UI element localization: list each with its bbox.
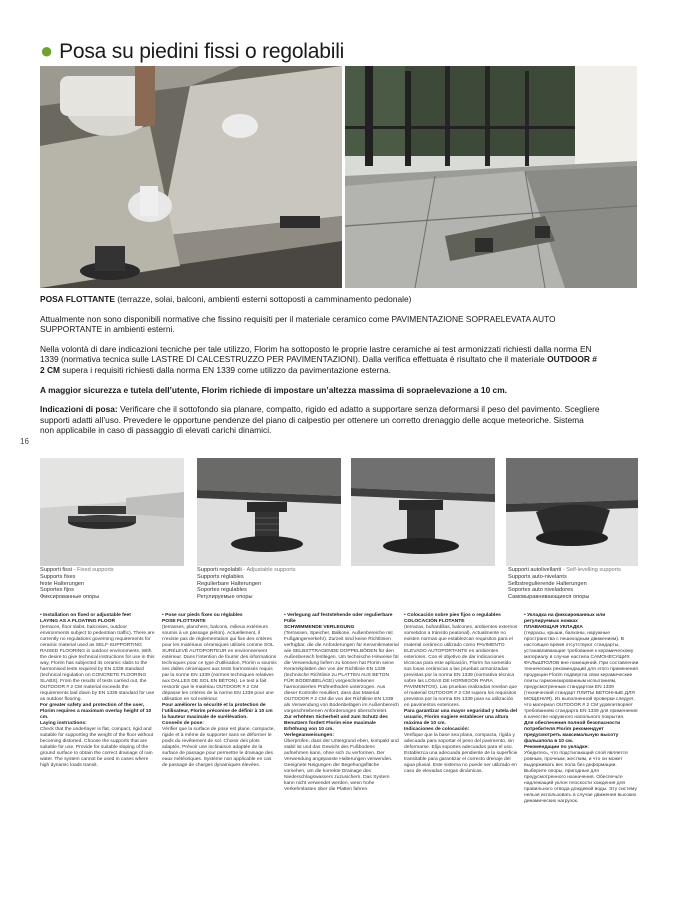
- column-russian: [524, 613, 639, 805]
- intro-paragraph-3: A maggior sicurezza e tutela dell’utente, Florim richiede di impostare un’altezza massima di sopraelevazione a 10 cm.: [40, 384, 507, 395]
- support-label-it: Supporti autolivellanti: [508, 567, 562, 573]
- column-german: [284, 613, 399, 793]
- column-laying-body: Verifique que la base sea plana, compacta, rígida y adecuada para soportar el peso del pavimento, sin deformarse. Elija soportes adecuados para el uso. Establezca una adecuada pendiente de la superficie transitable para garantizar el correcto drenaje del agua pluvial. Este sistema no puede ser utilizado en caso de elevadas cargas dinámicas.: [404, 733, 518, 774]
- column-body: (Terrassen, Speicher, Balkone, Außenbereiche mit Fußgängerverkehr). Zurzeit sind keine Richtlinien verfügbar, die die Anforderungen für Keramikmaterial wie SELBSTTRAGENDE DOPPELBÖDEN für den Außenbereich festlegen. Um technische Hinweise für die Verwendung liefern zu können hat Florim seine Keramikplatten den von der Richtlinie EN 1339 (technische Richtlinie zu PLATTEN AUS BETON FÜR BODENBELÄGE) vorgeschriebenen harmonisierten Prüfmethoden unterzogen. Aus dieser Kontrolle resultiert, dass das Material OUTDOOR # 2 CM die von der Richtlinie EN 1339 als Verwendung von Bodenbelägen im Außenbereich vorgeschriebenen Anforderungen überschreitet.: [284, 631, 400, 714]
- column-safety-note: Para garantizar una mayor seguridad y tutela del usuario, Florim sugiere establecer una altura máxima de 10 cm.: [404, 709, 518, 726]
- column-laying-body: Check that the underlayer is flat, compact, rigid and suitable for supporting the weight of the floor without becoming distorted. Choose the supports that are suitable for use. Provide for suitable sloping of the ground surface to obtain the correct drainage of rain water. The system cannot be used in cases where high dynamic loads transit.: [40, 727, 154, 768]
- column-laying-body: Überprüfen, dass der Untergrund eben, kompakt und stabil ist und das Gewicht des Fußbodens aufnehmen kann, ohne sich zu verformen. Der Verwendung angepasste Halterungen verwenden. Geeignete Neigungen der Begehungsfläche vorsehen, um die korrekte Drainage des Niederschlagswassers zuzusichern. Das System kann nicht verwendet werden, wenn hohe Verkehrslasten über die Platten fahren.: [284, 739, 399, 792]
- second-adjustable-support-photo: [351, 458, 495, 566]
- column-title: • Pose sur pieds fixes ou réglables: [162, 613, 243, 618]
- intro-p2-a: Nella volontà di dare indicazioni tecniche per tale utilizzo, Florim ha sottoposto le proprie lastre ceramiche ai test armonizzati richiesti dalla norma EN 1339 (normativa tecnica sulle LASTRE DI CALCESTRUZZO PER PAVIMENTAZIONI). Dalla verifica effettuata è risultato che il materiale: [40, 343, 592, 365]
- page-title-text: Posa su piedini fissi o regolabili: [59, 40, 345, 63]
- support-label-de: Selbstregulierende Halterungen: [508, 580, 587, 587]
- green-bullet-icon: ●: [40, 38, 54, 63]
- intro-p2-b: supera i requisiti richiesti dalla norma EN 1339 come utilizzo da pavimentazione esterna.: [60, 364, 391, 375]
- column-subtitle: LAYING AS A FLOATING FLOOR: [40, 619, 115, 624]
- adjustable-support-photo: [197, 458, 341, 566]
- column-title: • Colocación sobre pies fijos o regulables: [404, 613, 501, 618]
- column-safety-note: Для обеспечения полной безопасности потребителя Florim рекомендует предусмотреть максимальную высоту фальшпола в 10 см.: [524, 721, 621, 744]
- intro-p2-bold: OUTDOOR # 2 CM: [40, 354, 597, 375]
- column-subtitle: ПЛАВАЮЩАЯ УКЛАДКА: [524, 625, 583, 630]
- support-caption-title: [40, 567, 190, 574]
- support-label-en: - Self-levelling supports: [561, 567, 621, 573]
- support-label-ru: Регулируемые опоры: [197, 594, 253, 601]
- intro-paragraph-2: [40, 344, 600, 376]
- self-levelling-support-photo: [506, 458, 638, 566]
- column-laying-heading: Verlegeanweisungen:: [284, 733, 335, 738]
- column-laying-heading: Laying instructions:: [40, 721, 87, 726]
- support-label-it: Supporti regolabili: [197, 567, 242, 573]
- column-laying-heading: Indicaciones de colocación:: [404, 727, 470, 732]
- support-label-ru: Самовыравнивающиеся опоры: [508, 594, 590, 601]
- support-caption-adjustable: [197, 567, 347, 601]
- support-label-de: feste Halterungen: [40, 580, 85, 587]
- page-title: [40, 38, 344, 64]
- column-body: (террасы, крыши, балконы, наружные пространства с пешеходным движением). В настоящее время отсутствуют стандарты, устанавливающие требования к керамическому материалу в случае настила САМОНЕСУЩИХ ФАЛЬШПОЛОВ вне помещений. При составлении технических рекомендаций для этого применения продукции Florim подвергла свои керамические плиты гармонизированным испытаниям, предусмотренным стандартом EN 1339 (технический стандарт ПЛИТЫ БЕТОННЫЕ ДЛЯ МОЩЕНИЯ). Из выполненной проверки следует, что материал OUTDOOR # 2 CM удовлетворяет требованиям стандарта EN 1339 для применения в качестве наружного напольного покрытия.: [524, 631, 639, 720]
- column-laying-body: Убедитесь, что подстилающий слой является ровным, прочным, жестким, и что он может выдерживать вес пола без деформации. Выберите опоры, пригодные для предусмотренного назначения. Обеспечьте надлежащий уклон плоскости хождения для правильного отвода дождевой воды. Эту систему нельзя использовать в случае движения высоких динамических нагрузок.: [524, 751, 637, 804]
- terrace-photo: [345, 66, 637, 288]
- intro-heading-rest: (terrazze, solai, balconi, ambienti esterni sottoposti a camminamento pedonale): [114, 294, 412, 304]
- fixed-support-photo: [40, 458, 184, 566]
- column-title: • Installation on fixed or adjustable feet: [40, 613, 131, 618]
- intro-p4-rest: Verificare che il sottofondo sia planare, compatto, rigido ed adatto a supportare senza deformarsi il peso del pavimento. Scegliere supporti adatti all’uso. Prevedere le opportune pendenze del piano di calpestio per ottenere un corretto drenaggio delle acque meteoriche. Sistema non applicabile in caso di passaggio di elevati carichi dinamici.: [40, 404, 600, 436]
- support-caption-fixed: [40, 567, 190, 601]
- support-label-it: Supporti fissi: [40, 567, 73, 573]
- column-subtitle: COLOCACIÓN FLOTANTE: [404, 619, 465, 624]
- column-safety-note: Pour améliorer la sécurité et la protection de l’utilisateur, Florim préconise de définir à 10 cm la hauteur maximale de surélévation.: [162, 703, 273, 720]
- support-label-fr: Supports fixes: [40, 573, 76, 580]
- support-label-en: - Adjustable supports: [241, 567, 296, 573]
- column-safety-note: Zur erhöhten Sicherheit und zum Schutz des Benutzers fordert Florim eine maximale Erhöhung von 10 cm.: [284, 715, 388, 732]
- column-english: [40, 613, 155, 769]
- column-title: • Verlegung auf feststehende oder regulierbare Füße: [284, 613, 393, 624]
- column-spanish: [404, 613, 519, 775]
- column-title: • Укладка на фиксированных или регулируемых ножках: [524, 613, 606, 624]
- support-label-es: Soportes auto niveladores: [508, 587, 573, 594]
- intro-paragraph-4: [40, 404, 600, 436]
- intro-paragraph-1: Attualmente non sono disponibili normative che fissino requisiti per il materiale ceramico come PAVIMENTAZIONE SOPRAELEVATA AUTO SUPPORTANTE in ambienti esterni.: [40, 313, 556, 335]
- support-label-ru: Фиксированные опоры: [40, 594, 100, 601]
- support-label-es: Soportes fijos: [40, 587, 74, 594]
- column-laying-heading: Conseils de pose:: [162, 721, 204, 726]
- support-caption-self-levelling: [508, 567, 638, 601]
- support-label-es: Soportes regulables: [197, 587, 247, 594]
- column-body: (terrazas, buhardillas, balcones, ambientes externos sometidos a tránsito peatonal). Actualmente no existen normas que establezcan requisitos para el material cerámico utilizado como PAVIMENTO ELEVADO AUTOPORTANTE en ambientes exteriores. Con el objetivo de dar indicaciones técnicas para este aplicación, Florim ha sometido sus losas cerámicas a las pruebas armonizadas previstas por la norma EN 1339 (normativa técnica sobre las LOSAS DE HORMIGÓN PARA PAVIMENTOS). Las pruebas realizadas revelan que el material OUTDOOR # 2 CM supera los requisitos previstos por la norma EN 1339 para su utilización en pavimentos exteriores.: [404, 625, 518, 708]
- column-laying-body: Vérifier que la surface de pose est plane, compacte, rigide et à même de supporter sans se déformer le poids du revêtement de sol. Choisir des plots adaptés. Prévoir une inclinaison adaptée de la surface de passage pour permettre le drainage des eaux météoriques. Système non applicable en cas de passage de charges dynamiques élevées.: [162, 727, 275, 768]
- column-body: (terraces, floor slabs, balconies, outdoor environments subject to pedestrian traffic). There are currently no regulations governing requirements for ceramic material used as SELF-SUPPORTING RAISED FLOORING in outdoor environments. With the desire to give technical instructions for use in this way, Florim has subjected its ceramic slabs to the harmonised tests required by EN 1339 standard (technical regulation on CONCRETE FLOORING SLABS). From the results of tests carried out, the OUTDOOR # 2 CM material exceeds the requirements laid down by EN 1339 standard for use as outdoor flooring.: [40, 625, 155, 702]
- intro-heading: [40, 294, 600, 305]
- support-label-en: - Fixed supports: [72, 567, 114, 573]
- intro-heading-bold: POSA FLOTTANTE: [40, 294, 115, 304]
- installation-photo: [40, 66, 342, 288]
- column-laying-heading: Рекомендации по укладке:: [524, 745, 589, 750]
- column-subtitle: POSE FLOTTANTE: [162, 619, 206, 624]
- page-number: 16: [20, 437, 29, 446]
- intro-p4-bold: Indicazioni di posa:: [40, 404, 118, 415]
- intro-text: [40, 294, 600, 445]
- support-label-de: Regulierbare Halterungen: [197, 580, 262, 587]
- support-label-fr: Supports auto-nivelants: [508, 573, 567, 580]
- column-safety-note: For greater safety and protection of the user, Florim requires a maximum overlay height of 10 cm.: [40, 703, 152, 720]
- column-subtitle: SCHWIMMENDE VERLEGUNG: [284, 625, 355, 630]
- support-caption-title: [197, 567, 347, 574]
- support-caption-title: [508, 567, 638, 574]
- support-label-fr: Supports réglables: [197, 573, 244, 580]
- column-body: (terrasses, planchers, balcons, milieux extérieurs soumis à un passage piéton). Actuellement, il n’existe pas de réglementation qui fixe des critères pour les matériaux céramiques utilisés comme SOL SURÉLEVÉ AUTOPORTEUR en environnement extérieur. Dans l’intention de fournir des informations techniques pour ce type d’utilisation, Florim a soumis ses dalles céramiques aux tests harmonisés requis par la norme EN 1339 (normes techniques relatives aux DALLES DE SOL EN BÉTON). Le test a fait ressortir que le matériau OUTDOOR # 2 CM dépasse les critères de la norme EN 1339 pour une utilisation en sol extérieur.: [162, 625, 277, 702]
- column-french: [162, 613, 277, 769]
